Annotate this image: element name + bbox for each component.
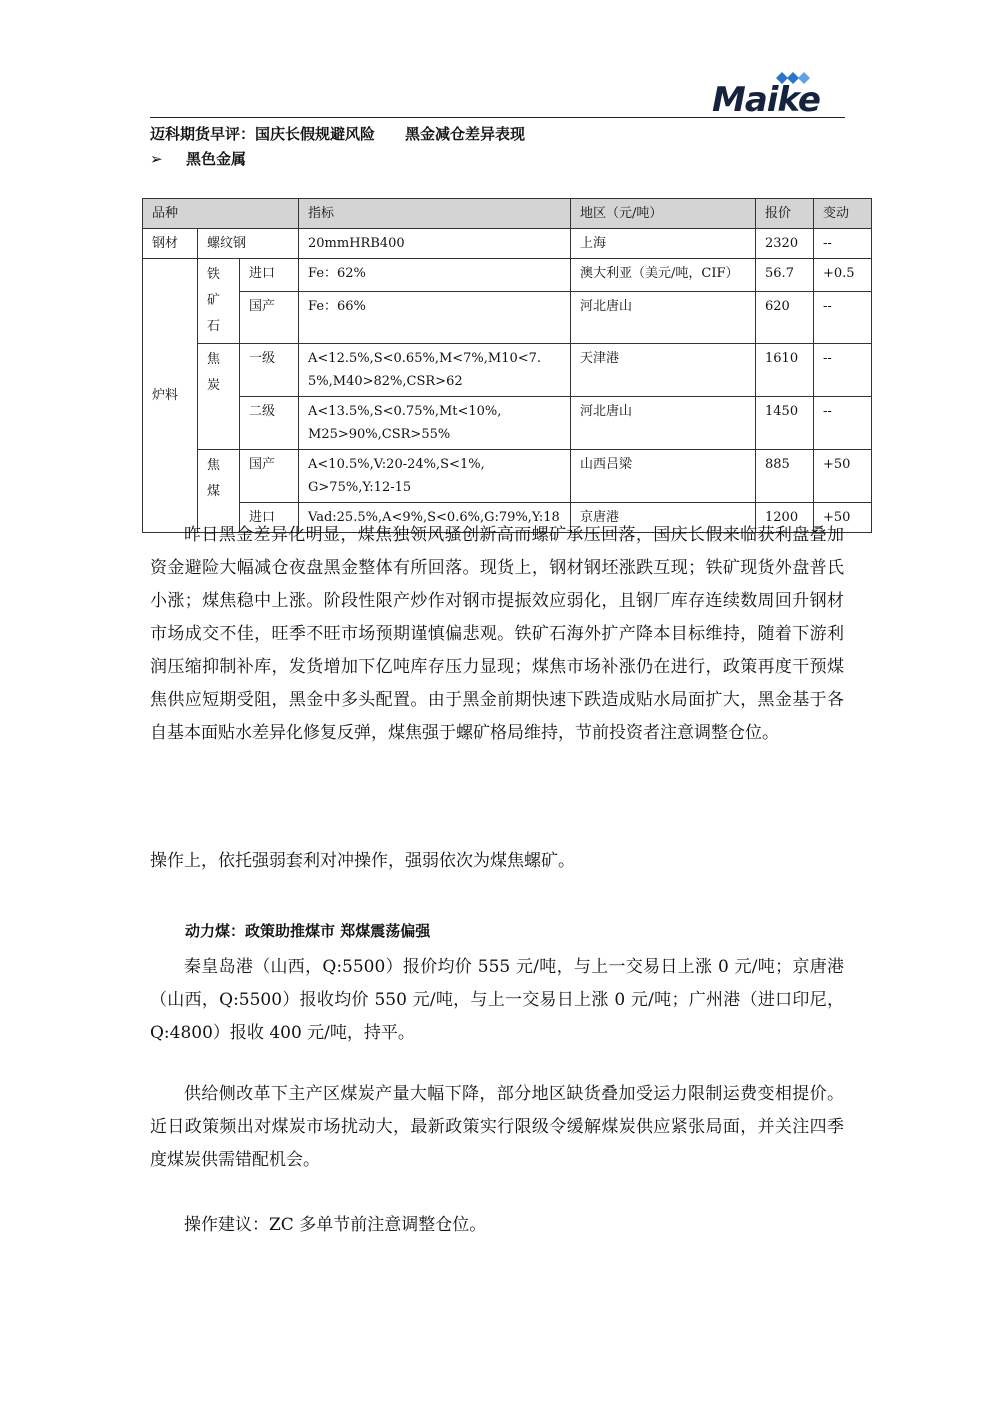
header-cell-change: 变动 [814, 199, 872, 229]
maike-logo [712, 70, 847, 118]
cell-region: 上海 [571, 229, 756, 259]
table-row [143, 229, 872, 259]
operation-paragraph: 操作上，依托强弱套利对冲操作，强弱依次为煤焦螺矿。 [150, 851, 575, 871]
section-heading [150, 148, 246, 169]
cell-product: 螺纹钢 [198, 229, 299, 259]
cell-change: +0.5 [814, 259, 872, 292]
cell-region: 河北唐山 [571, 292, 756, 344]
cell-category: 炉料 [143, 259, 198, 533]
cell-price: 620 [756, 292, 814, 344]
logo-text: Maike [712, 80, 820, 120]
table-row [143, 397, 872, 450]
cell-spec: Fe：66% [299, 292, 571, 344]
cell-spec: Fe：62% [299, 259, 571, 292]
cell-price: 1200 [756, 503, 814, 533]
cell-sub: 国产 [240, 292, 299, 344]
cell-change: +50 [814, 450, 872, 503]
cell-sub: 进口 [240, 503, 299, 533]
thermal-coal-heading: 动力煤：政策助推煤市 郑煤震荡偏强 [185, 922, 431, 940]
coal-supply-paragraph: 供给侧改革下主产区煤炭产量大幅下降，部分地区缺货叠加受运力限制运费变相提价。近日政策频出对煤炭市场扰动大，最新政策实行限级令缓解煤炭供应紧张局面，并关注四季度煤炭供需错配机会。 [150, 1084, 844, 1170]
cell-price: 1450 [756, 397, 814, 450]
header-rule [150, 117, 845, 118]
table-row [143, 344, 872, 397]
cell-spec: Vad:25.5%,A<9%,S<0.6%,G:79%,Y:18 [299, 503, 571, 533]
cell-region: 山西吕梁 [571, 450, 756, 503]
cell-price: 56.7 [756, 259, 814, 292]
cell-category: 钢材 [143, 229, 198, 259]
header-cell-index: 指标 [299, 199, 571, 229]
header-cell-region: 地区（元/吨） [571, 199, 756, 229]
header-cell-price: 报价 [756, 199, 814, 229]
cell-change: -- [814, 229, 872, 259]
arrow-bullet-icon: ➢ [150, 150, 163, 168]
table-row [143, 259, 872, 292]
vertical-label: 焦炭 [207, 352, 221, 393]
cell-sub: 二级 [240, 397, 299, 450]
table-header-row [143, 199, 872, 229]
analysis-paragraph: 昨日黑金差异化明显，煤焦独领风骚创新高而螺矿承压回落，国庆长假来临获利盘叠加资金避险大幅减仓夜盘黑金整体有所回落。现货上，钢材钢坯涨跌互现；铁矿现货外盘普氏小涨；煤焦稳中上涨。阶段性限产炒作对钢市提振效应弱化，且钢厂库存连续数周回升钢材市场成交不佳，旺季不旺市场预期谨慎偏悲观。铁矿石海外扩产降本目标维持，随着下游利润压缩抑制补库，发货增加下亿吨库存压力显现；煤焦市场补涨仍在进行，政策再度干预煤焦供应短期受阻，黑金中多头配置。由于黑金前期快速下跌造成贴水局面扩大，黑金基于各自基本面贴水差异化修复反弹，煤焦强于螺矿格局维持，节前投资者注意调整仓位。 [150, 525, 844, 743]
cell-region: 京唐港 [571, 503, 756, 533]
vertical-label: 铁矿石 [207, 267, 221, 334]
section-title: 黑色金属 [186, 150, 247, 168]
vertical-label: 焦煤 [207, 458, 221, 499]
cell-spec: A<13.5%,S<0.75%,Mt<10%, M25>90%,CSR>55% [299, 397, 571, 450]
cell-change: -- [814, 292, 872, 344]
operation-advice: 操作建议：ZC 多单节前注意调整仓位。 [184, 1215, 487, 1235]
cell-sub: 一级 [240, 344, 299, 397]
cell-group-iron-ore [198, 259, 240, 344]
cell-spec: A<10.5%,V:20-24%,S<1%, G>75%,Y:12-15 [299, 450, 571, 503]
table-row [143, 450, 872, 503]
cell-sub: 国产 [240, 450, 299, 503]
cell-spec: 20mmHRB400 [299, 229, 571, 259]
cell-price: 1610 [756, 344, 814, 397]
document-title: 迈科期货早评：国庆长假规避风险 黑金减仓差异表现 [150, 125, 526, 143]
cell-price: 885 [756, 450, 814, 503]
price-table [142, 198, 872, 533]
cell-sub: 进口 [240, 259, 299, 292]
coal-price-paragraph: 秦皇岛港（山西，Q:5500）报价均价 555 元/吨，与上一交易日上涨 0 元/吨；京唐港（山西，Q:5500）报收均价 550 元/吨，与上一交易日上涨 0 元/吨；广州港（进口印尼，Q:4800）报收 400 元/吨，持平。 [150, 957, 844, 1043]
table-row [143, 292, 872, 344]
cell-region: 澳大利亚（美元/吨，CIF） [571, 259, 756, 292]
cell-change: +50 [814, 503, 872, 533]
cell-change: -- [814, 344, 872, 397]
cell-spec: A<12.5%,S<0.65%,M<7%,M10<7.5%,M40>82%,CSR>62 [299, 344, 571, 397]
cell-group-coke [198, 344, 240, 450]
cell-region: 天津港 [571, 344, 756, 397]
cell-region: 河北唐山 [571, 397, 756, 450]
cell-price: 2320 [756, 229, 814, 259]
header-cell-variety: 品种 [143, 199, 299, 229]
cell-change: -- [814, 397, 872, 450]
